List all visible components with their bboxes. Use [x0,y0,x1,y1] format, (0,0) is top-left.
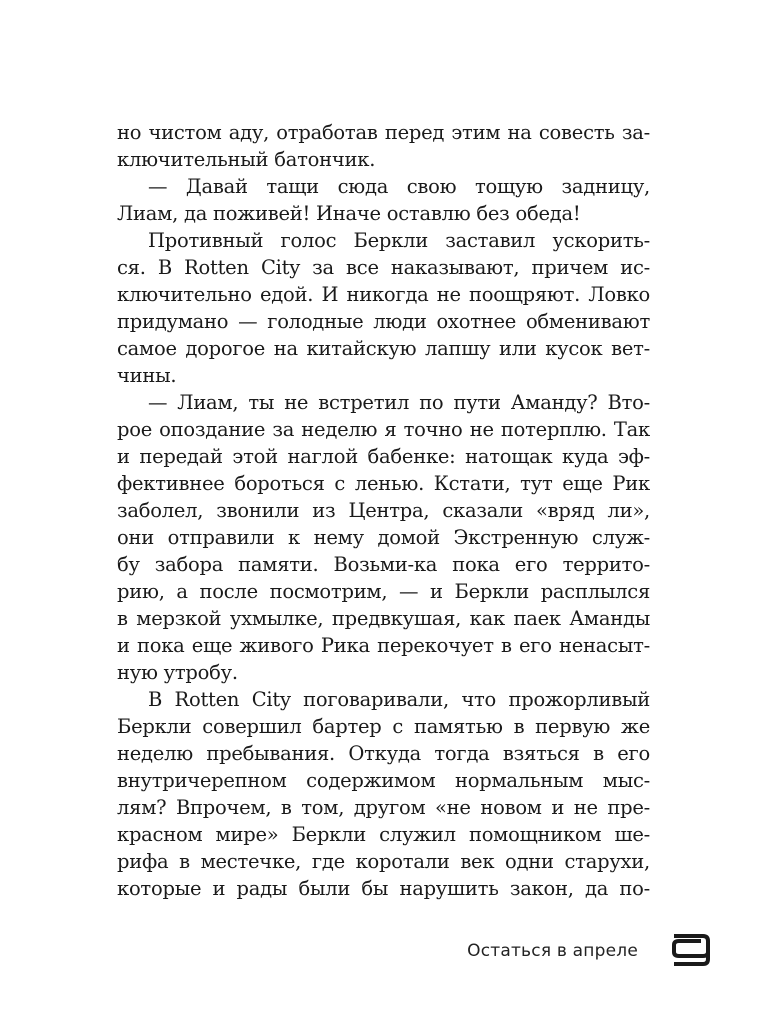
running-title: Остаться в апреле [467,941,638,961]
text-line: Лиам, да поживей! Иначе оставлю без обеда! [117,202,581,225]
text-line: и пока еще живого Рика перекочует в его ненасыт- [117,634,650,657]
text-line: чины. [117,364,177,387]
body-text [117,119,650,902]
text-line: внутричерепном содержимом нормальным мыс- [117,769,650,792]
text-line: Противный голос Беркли заставил ускорить- [148,229,650,252]
page-footer [467,932,710,972]
text-line: заболел, звонили из Центра, сказали «вряд ли», [117,499,650,522]
text-line: ную утробу. [117,661,238,684]
text-line: красном мире» Беркли служил помощником ше- [117,823,650,846]
text-line: Беркли совершил бартер с памятью в первую же [117,715,650,738]
text-line: лям? Впрочем, в том, другом «не новом и не пре- [117,796,650,819]
text-line: они отправили к нему домой Экстренную служ- [117,526,650,549]
text-line: рифа в местечке, где коротали век одни старухи, [117,850,650,873]
text-line: — Давай тащи сюда свою тощую задницу, [148,175,650,198]
text-line: В Rotten City поговаривали, что прожорливый [148,688,650,711]
text-line: фективнее бороться с ленью. Кстати, тут еще Рик [117,472,650,495]
text-line: но чистом аду, отработав перед этим на совесть за- [117,121,650,144]
text-line: бу забора памяти. Возьми-ка пока его террито- [117,553,650,576]
text-line: ключительно едой. И никогда не поощряют. Ловко [117,283,650,306]
text-line: рию, а после посмотрим, — и Беркли расплылся [117,580,650,603]
page-number [670,932,710,968]
text-line: придумано — голодные люди охотнее обменивают [117,310,650,333]
text-line: которые и рады были бы нарушить закон, да по- [117,877,650,900]
page-number-glyph [670,932,710,968]
text-line: ключительный батончик. [117,148,376,171]
text-line: и передай этой наглой бабенке: натощак куда эф- [117,445,650,468]
text-line: в мерзкой ухмылке, предвкушая, как паек Аманды [117,607,650,630]
text-line: самое дорогое на китайскую лапшу или кусок вет- [117,337,650,360]
text-line: неделю пребывания. Откуда тогда взяться в его [117,742,650,765]
page-number-text: 9 [690,954,691,955]
text-line: ся. В Rotten City за все наказывают, причем ис- [117,256,650,279]
text-line: рое опоздание за неделю я точно не потерплю. Так [117,418,650,441]
text-line: — Лиам, ты не встретил по пути Аманду? Вто- [148,391,650,414]
